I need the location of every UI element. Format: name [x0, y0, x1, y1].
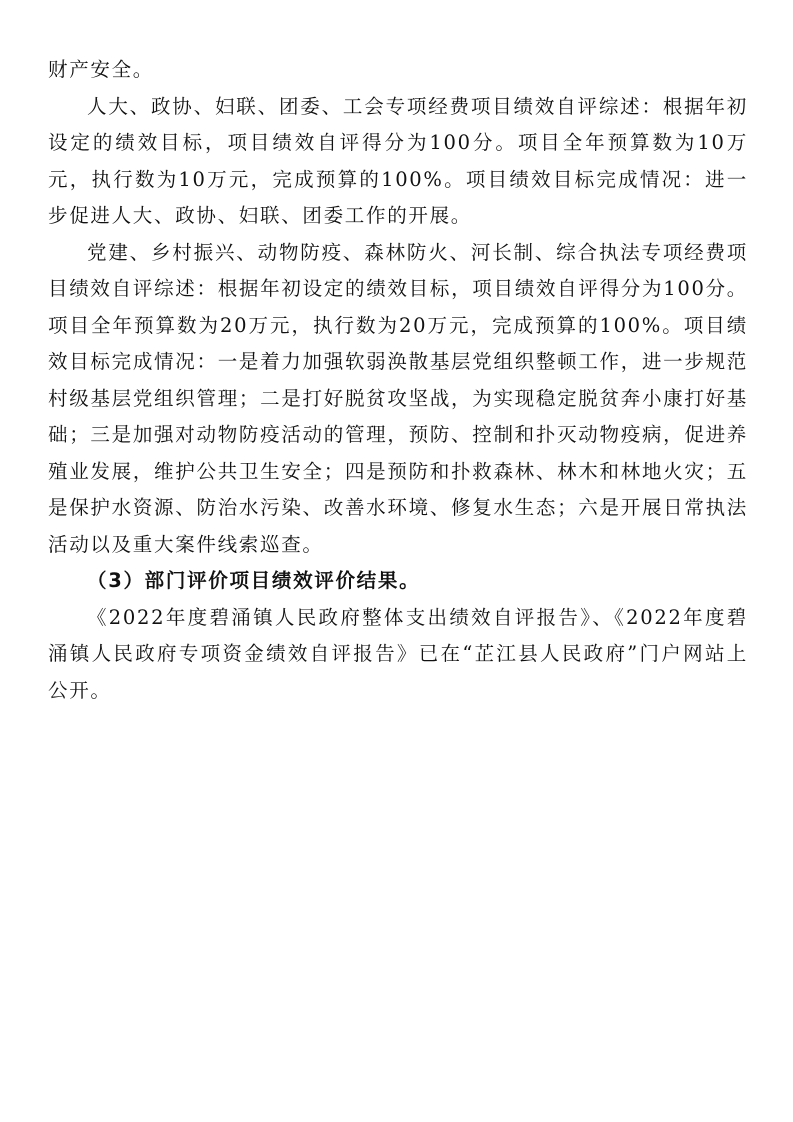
section-heading: （3）部门评价项目绩效评价结果。 — [87, 569, 421, 592]
paragraph-party-rural-funds: 党建、乡村振兴、动物防疫、森林防火、河长制、综合执法专项经费项目绩效自评综述：根据年初设定的绩效目标，项目绩效自评得分为100分。项目全年预算数为20万元，执行数为20万元，完成预算的100%。项目绩效目标完成情况：一是着力加强软弱涣散基层党组织整顿工作，进一步规范村级基层党组织管理；二是打好脱贫攻坚战，为实现稳定脱贫奔小康打好基础；三是加强对动物防疫活动的管理，预防、控制和扑灭动物疫病，促进养殖业发展，维护公共卫生安全；四是预防和扑救森林、林木和林地火灾；五是保护水资源、防治水污染、改善水环境、修复水生态；六是开展日常执法活动以及重大案件线索巡查。 — [48, 240, 748, 556]
paragraph-report-publication: 《2022年度碧涌镇人民政府整体支出绩效自评报告》、《2022年度碧涌镇人民政府专项资金绩效自评报告》已在“芷江县人民政府”门户网站上公开。 — [48, 605, 748, 702]
paragraph-continuation: 财产安全。 — [48, 58, 155, 81]
document-body — [48, 52, 748, 709]
paragraph-npc-cppcc-funds: 人大、政协、妇联、团委、工会专项经费项目绩效自评综述：根据年初设定的绩效目标，项目绩效自评得分为100分。项目全年预算数为10万元，执行数为10万元，完成预算的100%。项目绩效目标完成情况：进一步促进人大、政协、妇联、团委工作的开展。 — [48, 94, 748, 227]
